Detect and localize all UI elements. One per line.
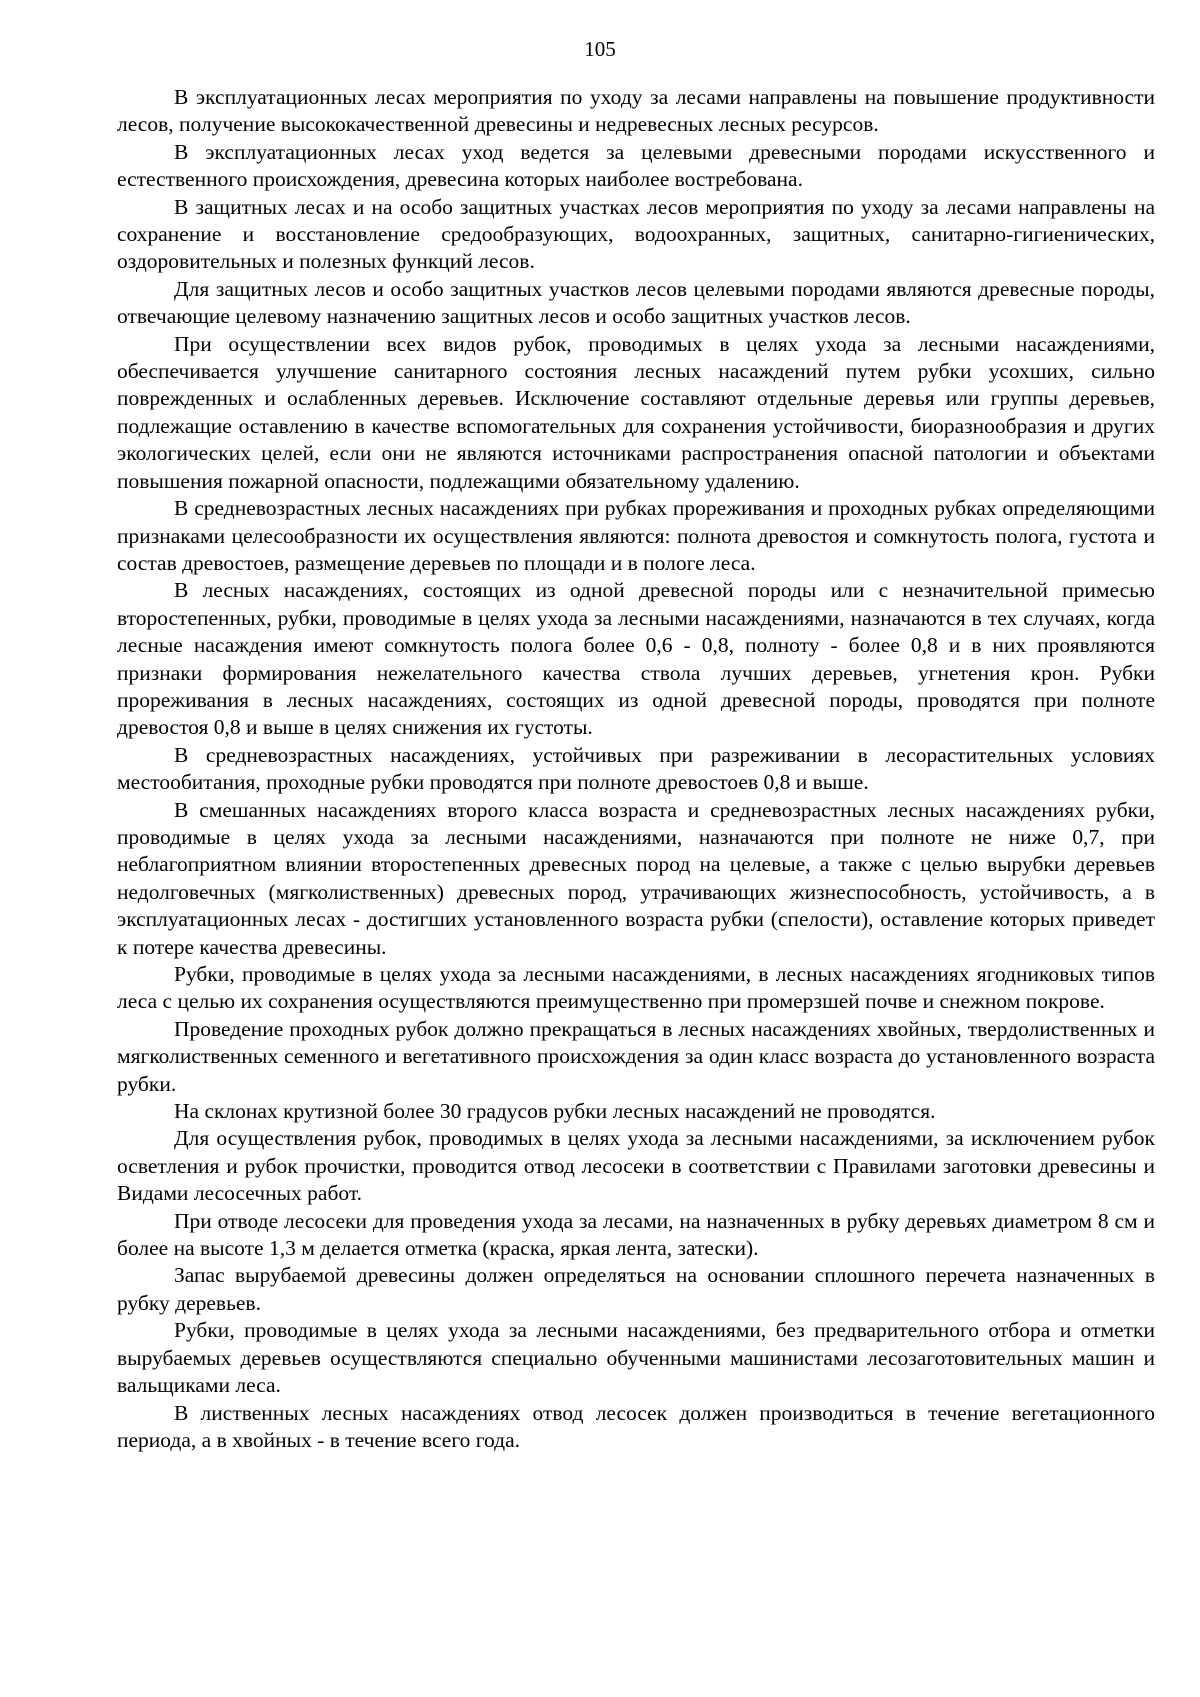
paragraph: В лесных насаждениях, состоящих из одной древесной породы или с незначительной примесью второстепенных, рубки, проводимые в целях ухода за лесными насаждениями, назначаются в тех случаях, когда лесные насаждения имеют сомкнутость полога более 0,6 - 0,8, полноту - более 0,8 и в них проявляются признаки формирования нежелательного качества ствола лучших деревьев, угнетения крон. Рубки прореживания в лесных насаждениях, состоящих из одной древесной породы, проводятся при полноте древостоя 0,8 и выше в целях снижения их густоты. — [117, 578, 1155, 740]
paragraph: Для защитных лесов и особо защитных участков лесов целевыми породами являются древесные породы, отвечающие целевому назначению защитных лесов и особо защитных участков лесов. — [117, 276, 1155, 329]
paragraph: В смешанных насаждениях второго класса возраста и средневозрастных лесных насаждениях рубки, проводимые в целях ухода за лесными насаждениями, назначаются при полноте не ниже 0,7, при неблагоприятном влиянии второстепенных древесных пород на целевые, а также с целью вырубки деревьев недолговечных (мягколиственных) древесных пород, утрачивающих жизнеспособность, устойчивость, а в эксплуатационных лесах - достигших установленного возраста рубки (спелости), оставление которых приведет к потере качества древесины. — [117, 797, 1155, 959]
document-body — [117, 84, 1155, 1454]
paragraph: В средневозрастных насаждениях, устойчивых при разреживании в лесорастительных условиях местообитания, проходные рубки проводятся при полноте древостоев 0,8 и выше. — [117, 742, 1155, 795]
paragraph: Для осуществления рубок, проводимых в целях ухода за лесными насаждениями, за исключением рубок осветления и рубок прочистки, проводится отвод лесосеки в соответствии с Правилами заготовки древесины и Видами лесосечных работ. — [117, 1126, 1155, 1206]
paragraph: В лиственных лесных насаждениях отвод лесосек должен производиться в течение вегетационного периода, а в хвойных - в течение всего года. — [117, 1400, 1155, 1452]
paragraph: Рубки, проводимые в целях ухода за лесными насаждениями, без предварительного отбора и отметки вырубаемых деревьев осуществляются специально обученными машинистами лесозаготовительных машин и вальщиками леса. — [117, 1318, 1155, 1398]
paragraph: При отводе лесосеки для проведения ухода за лесами, на назначенных в рубку деревьях диаметром 8 см и более на высоте 1,3 м делается отметка (краска, яркая лента, затески). — [117, 1208, 1155, 1261]
paragraph: Рубки, проводимые в целях ухода за лесными насаждениями, в лесных насаждениях ягодниковых типов леса с целью их сохранения осуществляются преимущественно при промерзшей почве и снежном покрове. — [117, 962, 1155, 1014]
paragraph: На склонах крутизной более 30 градусов рубки лесных насаждений не проводятся. — [174, 1099, 936, 1124]
paragraph: В средневозрастных лесных насаждениях при рубках прореживания и проходных рубках определяющими признаками целесообразности их осуществления являются: полнота древостоя и сомкнутость полога, густота и состав древостоев, размещение деревьев по площади и в пологе леса. — [117, 496, 1155, 575]
paragraph: Запас вырубаемой древесины должен определяться на основании сплошного перечета назначенных в рубку деревьев. — [117, 1263, 1155, 1315]
paragraph: При осуществлении всех видов рубок, проводимых в целях ухода за лесными насаждениями, обеспечивается улучшение санитарного состояния лесных насаждений путем рубки усохших, сильно поврежденных и ослабленных деревьев. Исключение составляют отдельные деревья или группы деревьев, подлежащие оставлению в качестве вспомогательных для сохранения устойчивости, биоразнообразия и других экологических целей, если они не являются источниками распространения опасной патологии и объектами повышения пожарной опасности, подлежащими обязательному удалению. — [117, 331, 1155, 493]
paragraph: В защитных лесах и на особо защитных участках лесов мероприятия по уходу за лесами направлены на сохранение и восстановление средообразующих, водоохранных, защитных, санитарно-гигиенических, оздоровительных и полезных функций лесов. — [117, 194, 1155, 274]
paragraph: В эксплуатационных лесах мероприятия по уходу за лесами направлены на повышение продуктивности лесов, получение высококачественной древесины и недревесных лесных ресурсов. — [117, 85, 1155, 137]
paragraph: Проведение проходных рубок должно прекращаться в лесных насаждениях хвойных, твердолиственных и мягколиственных семенного и вегетативного происхождения за один класс возраста до установленного возраста рубки. — [117, 1016, 1155, 1096]
paragraph: В эксплуатационных лесах уход ведется за целевыми древесными породами искусственного и естественного происхождения, древесина которых наиболее востребована. — [117, 139, 1155, 192]
page-number: 105 — [584, 37, 616, 61]
